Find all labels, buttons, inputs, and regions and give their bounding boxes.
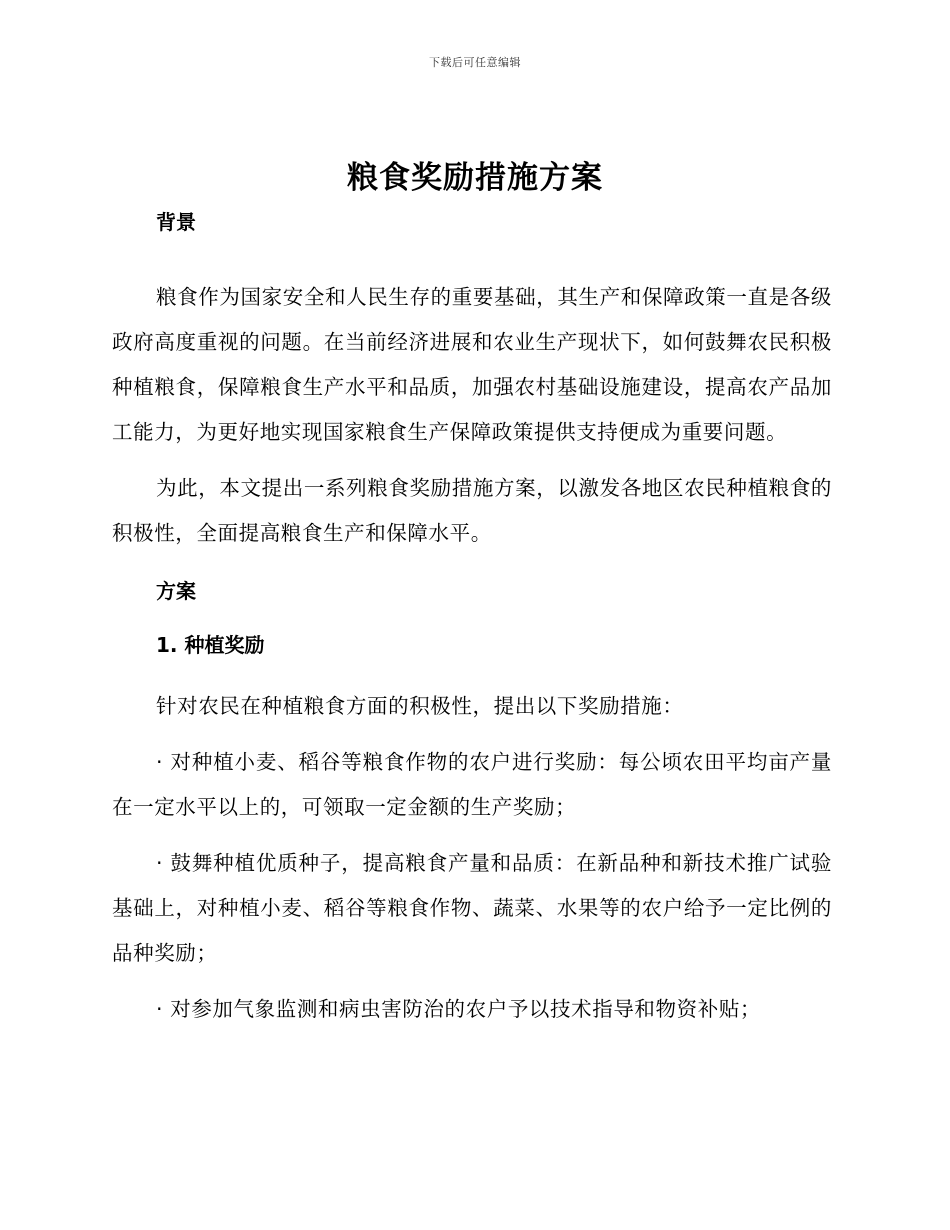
- section-heading-plan: 方案: [156, 579, 196, 603]
- document-body: [112, 207, 832, 1032]
- list-item: · 对参加气象监测和病虫害防治的农户予以技术指导和物资补贴；: [156, 997, 762, 1021]
- subheading-planting-reward: 1. 种植奖励: [156, 633, 265, 657]
- intro-paragraph: 针对农民在种植粮食方面的积极性，提出以下奖励措施：: [156, 694, 684, 718]
- background-paragraph-2: 为此，本文提出一系列粮食奖励措施方案，以激发各地区农民种植粮食的积极性，全面提高粮食生产和保障水平。: [112, 476, 832, 545]
- page-header-note: 下载后可任意编辑: [429, 56, 521, 69]
- document-title: 粮食奖励措施方案: [347, 160, 603, 196]
- list-item: · 对种植小麦、稻谷等粮食作物的农户进行奖励：每公顷农田平均亩产量在一定水平以上的，可领取一定金额的生产奖励；: [112, 750, 832, 819]
- background-paragraph-1: 粮食作为国家安全和人民生存的重要基础，其生产和保障政策一直是各级政府高度重视的问题。在当前经济进展和农业生产现状下，如何鼓舞农民积极种植粮食，保障粮食生产水平和品质，加强农村基础设施建设，提高农产品加工能力，为更好地实现国家粮食生产保障政策提供支持便成为重要问题。: [112, 285, 832, 444]
- list-item: · 鼓舞种植优质种子，提高粮食产量和品质：在新品种和新技术推广试验基础上，对种植小麦、稻谷等粮食作物、蔬菜、水果等的农户给予一定比例的品种奖励；: [112, 851, 832, 965]
- section-heading-background: 背景: [156, 210, 196, 234]
